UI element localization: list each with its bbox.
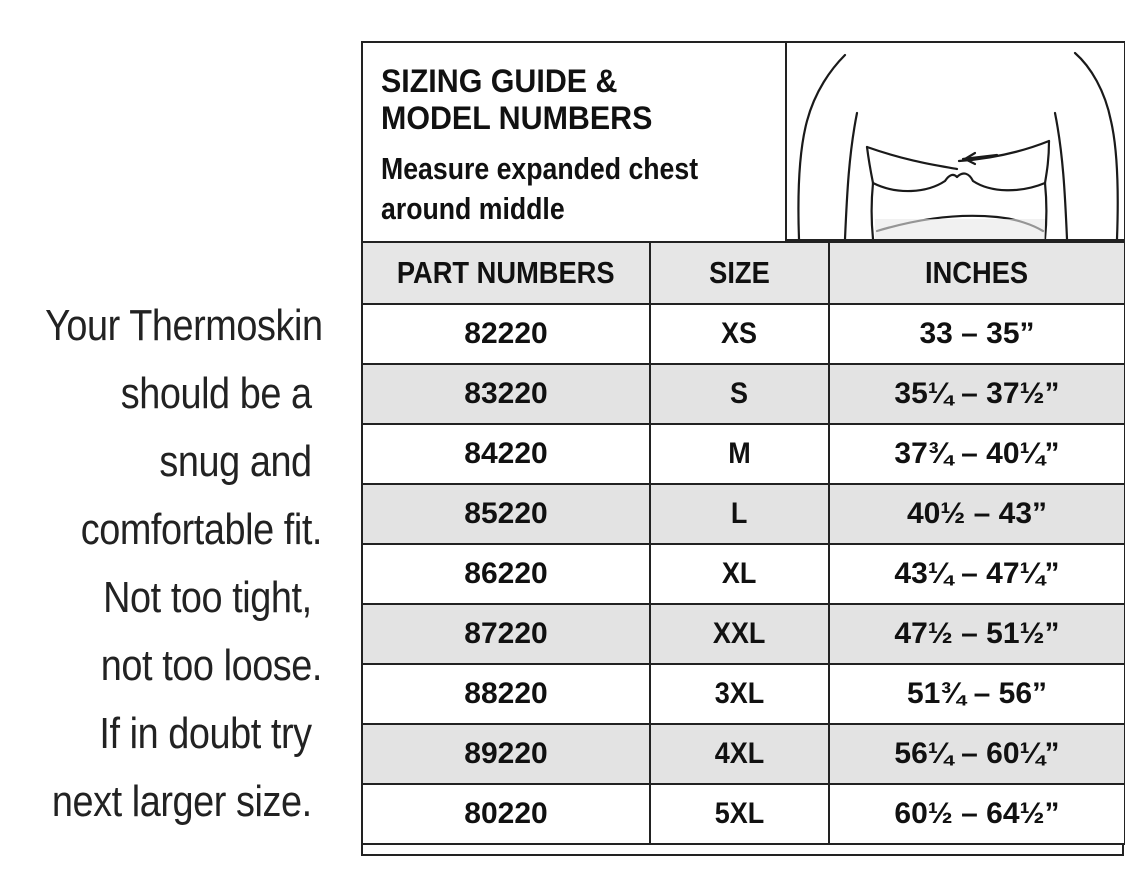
inches-cell: 51¾ – 56” <box>829 664 1125 724</box>
size-label: M <box>728 437 751 470</box>
size-cell <box>650 544 829 604</box>
guide-title-line: SIZING GUIDE & <box>381 63 618 99</box>
table-row <box>362 424 1125 484</box>
table-row <box>362 784 1125 844</box>
guide-title <box>381 63 761 137</box>
size-cell <box>650 724 829 784</box>
inches-cell: 33 – 35” <box>829 304 1125 364</box>
header-part-numbers <box>362 242 650 304</box>
size-label: XS <box>721 317 758 350</box>
advice-line: next larger size. <box>51 777 312 826</box>
table-row <box>362 484 1125 544</box>
measure-instruction <box>381 149 725 229</box>
guide-title-line: MODEL NUMBERS <box>381 100 653 136</box>
advice-line: Not too tight, <box>103 573 312 622</box>
fit-advice-text <box>45 292 322 836</box>
table-row <box>362 304 1125 364</box>
part-number-cell: 87220 <box>362 604 650 664</box>
part-number-cell: 82220 <box>362 304 650 364</box>
size-label: 4XL <box>714 737 765 770</box>
size-cell <box>650 364 829 424</box>
header-inches <box>829 242 1125 304</box>
instruction-line: around middle <box>381 191 565 226</box>
advice-line: comfortable fit. <box>80 505 322 554</box>
size-label: S <box>730 377 749 410</box>
part-number-cell: 89220 <box>362 724 650 784</box>
size-cell <box>650 424 829 484</box>
part-number-cell: 84220 <box>362 424 650 484</box>
part-number-cell: 83220 <box>362 364 650 424</box>
size-cell <box>650 784 829 844</box>
size-cell <box>650 664 829 724</box>
advice-line: should be a <box>120 369 312 418</box>
size-label: L <box>731 497 748 530</box>
header-label: INCHES <box>925 255 1029 290</box>
advice-line: Your Thermoskin <box>45 301 323 350</box>
header-label: PART NUMBERS <box>397 255 615 290</box>
chest-measurement-diagram-icon <box>785 41 1125 241</box>
guide-header <box>381 63 781 229</box>
inches-cell: 43¼ – 47¼” <box>829 544 1125 604</box>
table-header-row <box>362 242 1125 304</box>
inches-cell: 35¼ – 37½” <box>829 364 1125 424</box>
advice-line: not too loose. <box>100 641 322 690</box>
advice-line: snug and <box>159 437 312 486</box>
inches-cell: 47½ – 51½” <box>829 604 1125 664</box>
inches-cell: 60½ – 64½” <box>829 784 1125 844</box>
table-row <box>362 664 1125 724</box>
inches-cell: 37¾ – 40¼” <box>829 424 1125 484</box>
size-cell <box>650 604 829 664</box>
size-label: XL <box>722 557 757 590</box>
header-label: SIZE <box>709 255 770 290</box>
table-row <box>362 364 1125 424</box>
part-number-cell: 80220 <box>362 784 650 844</box>
table-row <box>362 544 1125 604</box>
sizing-guide-box <box>361 41 1124 856</box>
part-number-cell: 88220 <box>362 664 650 724</box>
torso-illustration <box>787 43 1124 239</box>
table-row <box>362 604 1125 664</box>
table-row <box>362 724 1125 784</box>
part-number-cell: 86220 <box>362 544 650 604</box>
inches-cell: 56¼ – 60¼” <box>829 724 1125 784</box>
advice-line: If in doubt try <box>99 709 312 758</box>
size-label: XXL <box>713 617 766 650</box>
header-size <box>650 242 829 304</box>
sizing-table <box>361 241 1125 845</box>
part-number-cell: 85220 <box>362 484 650 544</box>
inches-cell: 40½ – 43” <box>829 484 1125 544</box>
size-label: 5XL <box>714 797 765 830</box>
size-cell <box>650 484 829 544</box>
size-cell <box>650 304 829 364</box>
size-label: 3XL <box>714 677 765 710</box>
instruction-line: Measure expanded chest <box>381 151 699 186</box>
